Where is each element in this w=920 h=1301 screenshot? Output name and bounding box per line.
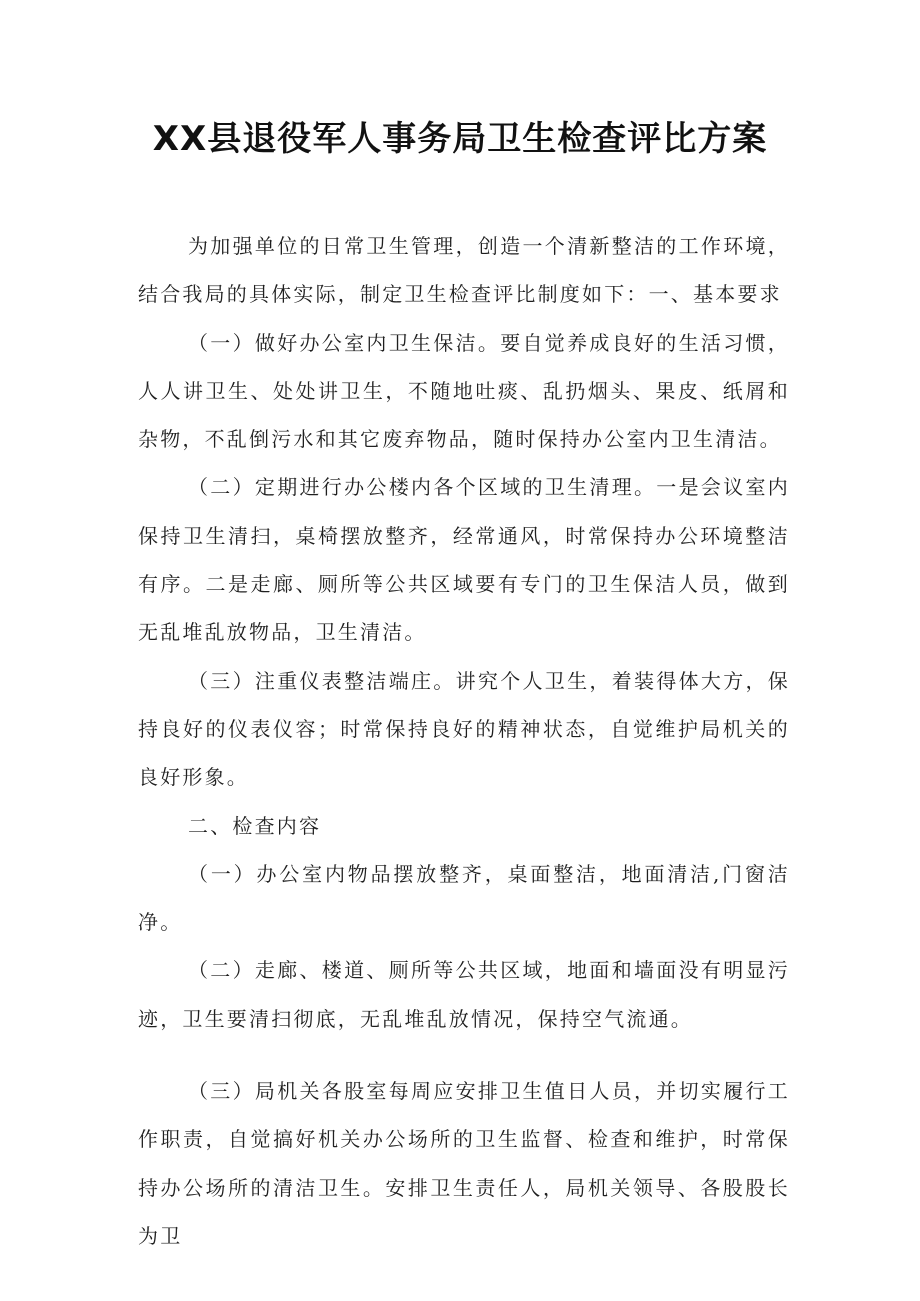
document-title: XX县退役军人事务局卫生检查评比方案 xyxy=(152,119,768,159)
paragraph-inspection-1: （一）办公室内物品摆放整齐，桌面整洁，地面清洁,门窗洁净。 xyxy=(138,861,790,935)
paragraph-intro: 为加强单位的日常卫生管理，创造一个清新整洁的工作环境，结合我局的具体实际，制定卫生检查评比制度如下：一、基本要求 xyxy=(138,234,790,307)
paragraph-requirement-1: （一）做好办公室内卫生保洁。要自觉养成良好的生活习惯，人人讲卫生、处处讲卫生，不随地吐痰、乱扔烟头、果皮、纸屑和杂物，不乱倒污水和其它废弃物品，随时保持办公室内卫生清洁。 xyxy=(138,330,790,452)
document-body xyxy=(138,222,790,1260)
paragraph-inspection-2: （二）走廊、楼道、厕所等公共区域，地面和墙面没有明显污迹，卫生要清扫彻底，无乱堆乱放情况，保持空气流通。 xyxy=(138,958,790,1031)
paragraph-requirement-2: （二）定期进行办公楼内各个区域的卫生清理。一是会议室内保持卫生清扫，桌椅摆放整齐，经常通风，时常保持办公环境整洁有序。二是走廊、厕所等公共区域要有专门的卫生保洁人员，做到无乱堆乱放物品，卫生清洁。 xyxy=(138,475,790,645)
paragraph-inspection-3: （三）局机关各股室每周应安排卫生值日人员，并切实履行工作职责，自觉搞好机关办公场所的卫生监督、检查和维护，时常保持办公场所的清洁卫生。安排卫生责任人，局机关领导、各股股长为卫 xyxy=(138,1079,790,1248)
section-heading-inspection: 二、检查内容 xyxy=(188,813,322,838)
paragraph-spacer xyxy=(138,1043,790,1067)
paragraph-requirement-3: （三）注重仪表整洁端庄。讲究个人卫生，着装得体大方，保持良好的仪表仪容；时常保持良好的精神状态，自觉维护局机关的良好形象。 xyxy=(138,668,790,790)
